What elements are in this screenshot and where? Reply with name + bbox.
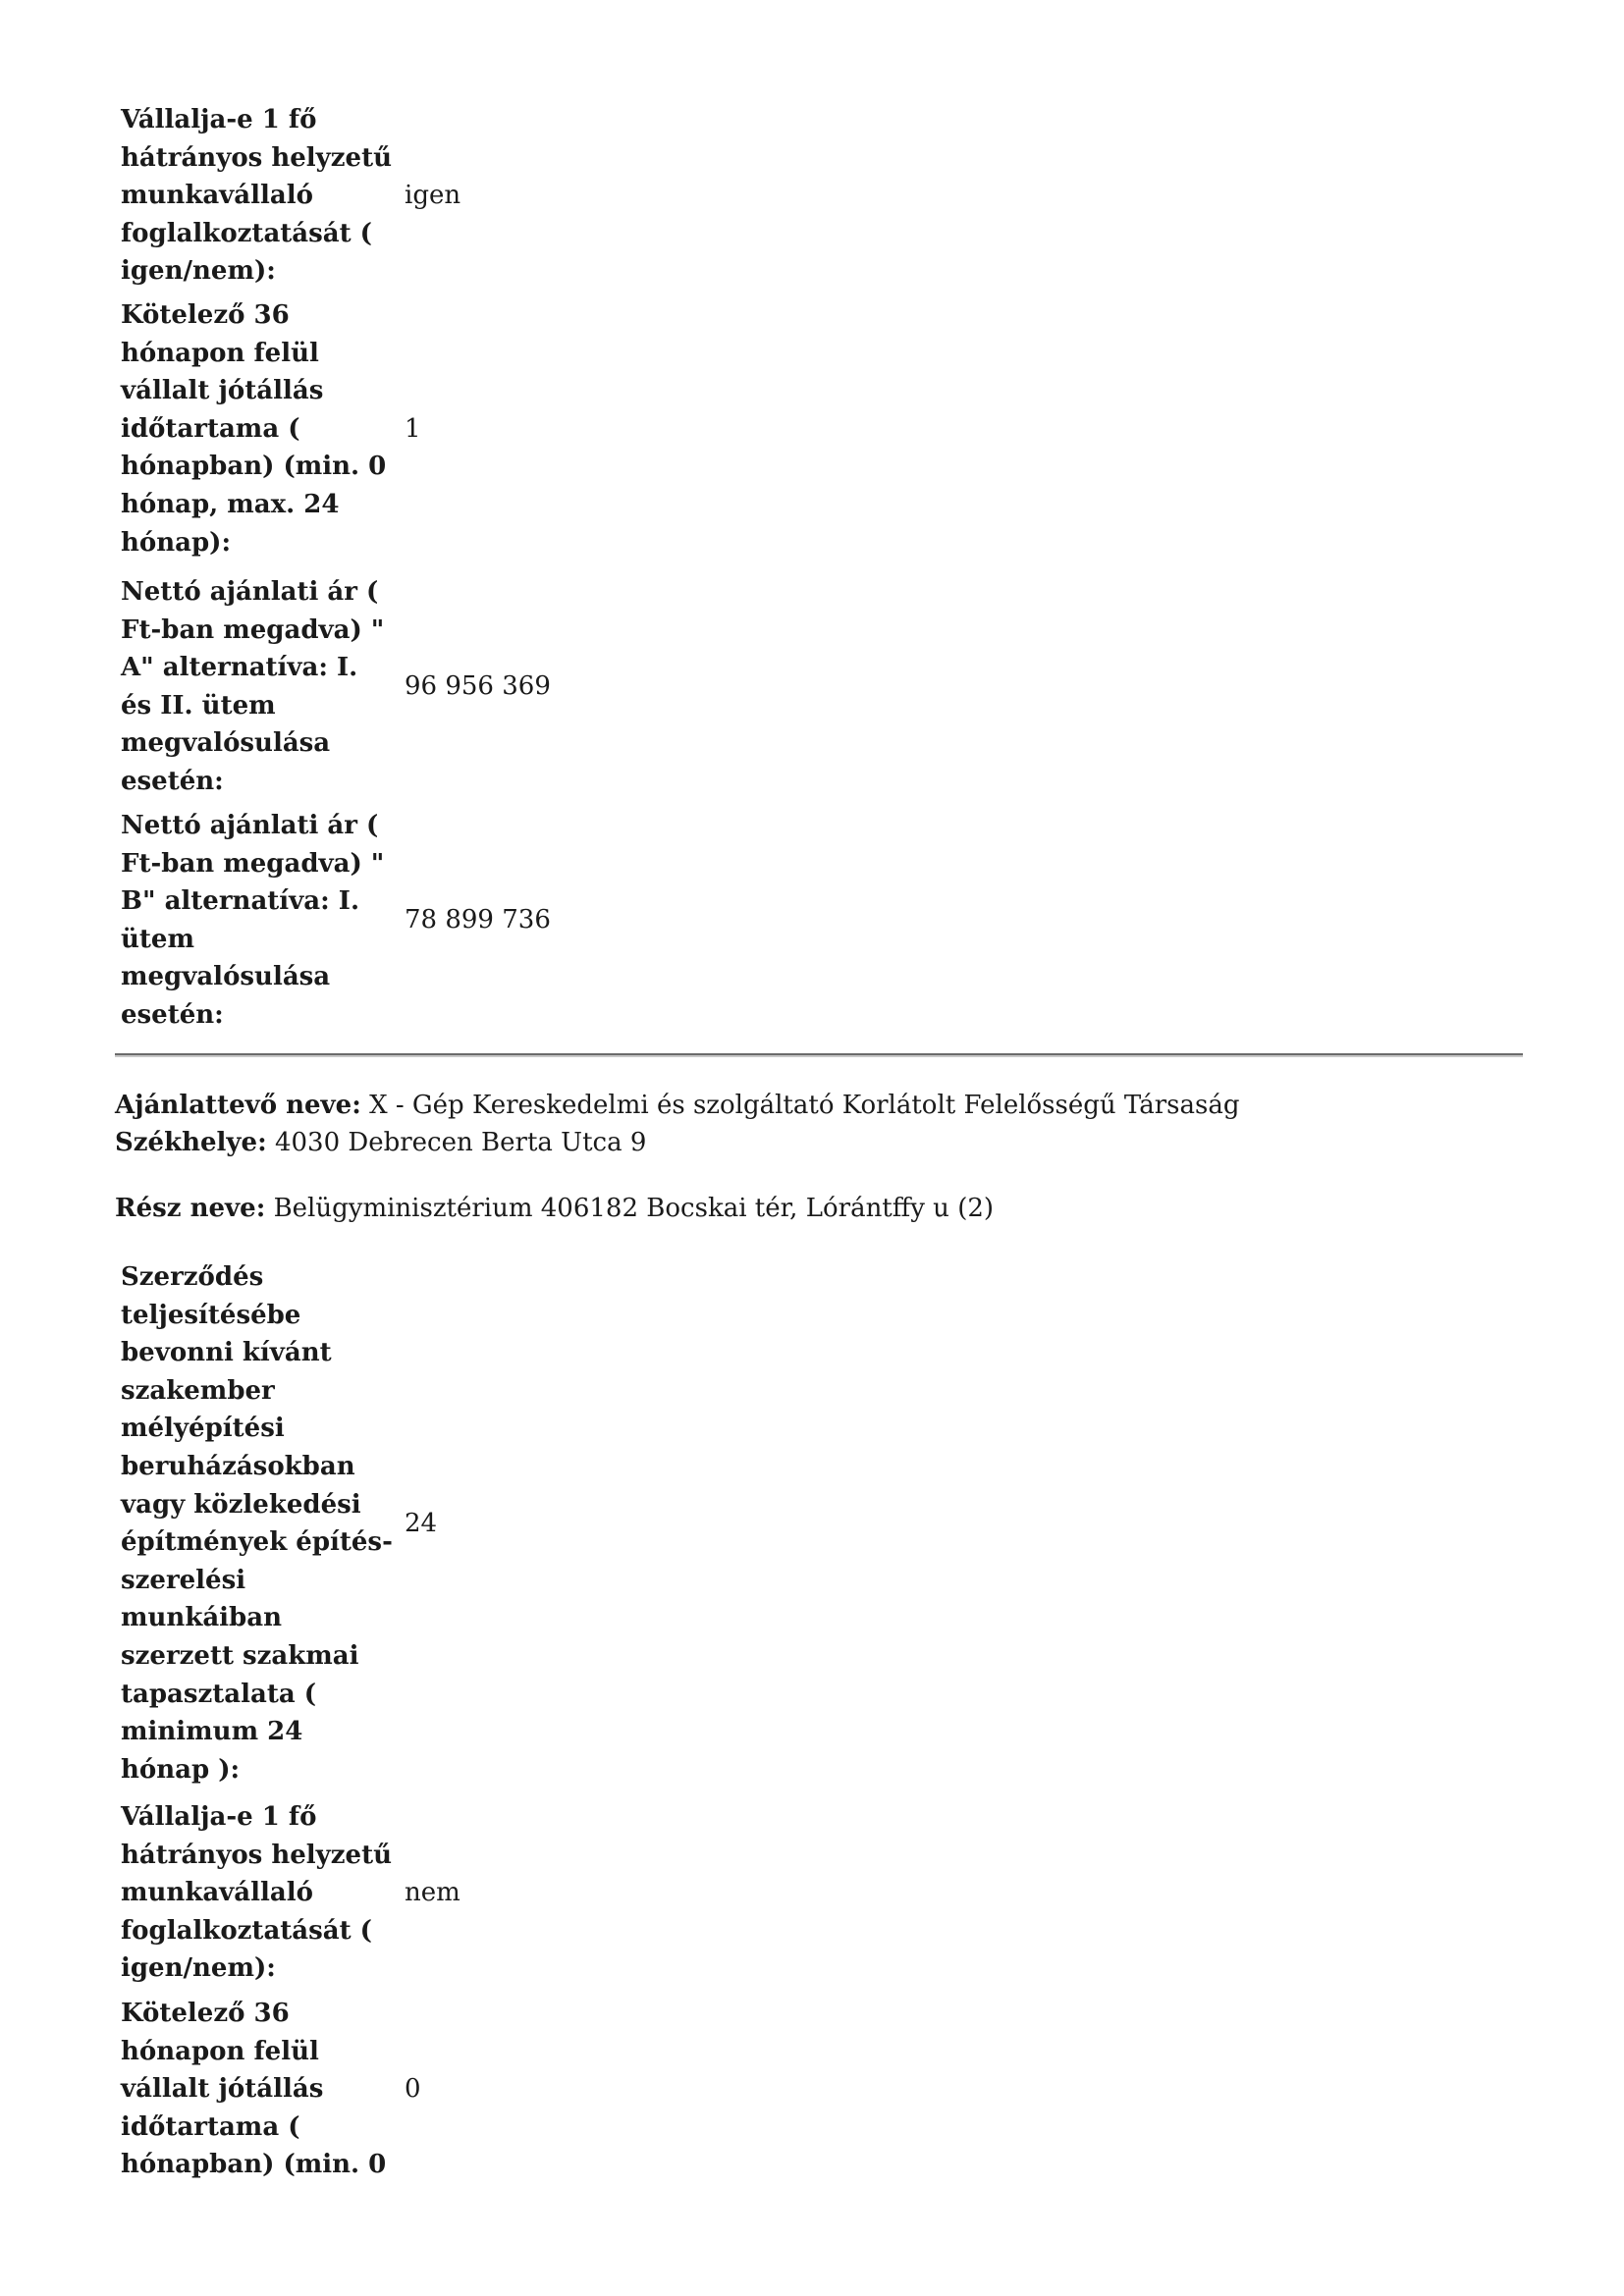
table-row <box>115 1995 1539 2184</box>
table-row <box>115 1798 1539 1988</box>
row-label: Nettó ajánlati ár ( Ft-ban megadva) " A" alternatíva: I. és II. ütem megvalósulása esetén: <box>121 577 385 796</box>
row-label: Vállalja-e 1 fő hátrányos helyzetű munkavállaló foglalkoztatását ( igen/nem): <box>121 1802 392 1984</box>
part-name-value: Belügyminisztérium 406182 Bocskai tér, Lórántffy u (2) <box>273 1194 995 1223</box>
table-row <box>115 1258 1539 1789</box>
table-row <box>115 296 1539 561</box>
part-name-label: Rész neve: <box>115 1194 266 1223</box>
row-label: Nettó ajánlati ár ( Ft-ban megadva) " B" alternatíva: I. ütem megvalósulása esetén: <box>121 811 385 1030</box>
bidder-seat-line <box>115 1124 646 1161</box>
table-row <box>115 101 1539 291</box>
bidder-seat-value: 4030 Debrecen Berta Utca 9 <box>274 1128 647 1157</box>
row-value: igen <box>405 181 461 211</box>
row-value: 24 <box>405 1508 438 1538</box>
row-value: nem <box>405 1878 460 1908</box>
row-label: Szerződés teljesítésébe bevonni kívánt szakember mélyépítési beruházásokban vagy közlekedési építmények építés-szerelési munkáiban szerzett szakmai tapasztalata ( minimum 24 hónap ): <box>121 1262 393 1785</box>
bidder-seat-label: Székhelye: <box>115 1128 267 1157</box>
row-label: Kötelező 36 hónapon felül vállalt jótállás időtartama ( hónapban) (min. 0 hónap, max. 24 hónap): <box>121 300 387 558</box>
bidder-name-line <box>115 1087 1239 1124</box>
row-value: 0 <box>405 2074 421 2105</box>
row-value: 96 956 369 <box>405 671 551 702</box>
horizontal-divider <box>115 1053 1523 1057</box>
row-label: Vállalja-e 1 fő hátrányos helyzetű munkavállaló foglalkoztatását ( igen/nem): <box>121 105 392 287</box>
table-row <box>115 573 1539 801</box>
row-label: Kötelező 36 hónapon felül vállalt jótállás időtartama ( hónapban) (min. 0 <box>121 1999 387 2180</box>
part-name-line <box>115 1190 994 1227</box>
bidder-name-label: Ajánlattevő neve: <box>115 1091 361 1120</box>
table-row <box>115 807 1539 1035</box>
row-value: 78 899 736 <box>405 905 551 935</box>
bidder-name-value: X - Gép Kereskedelmi és szolgáltató Korlátolt Felelősségű Társaság <box>369 1091 1240 1120</box>
row-value: 1 <box>405 413 421 444</box>
